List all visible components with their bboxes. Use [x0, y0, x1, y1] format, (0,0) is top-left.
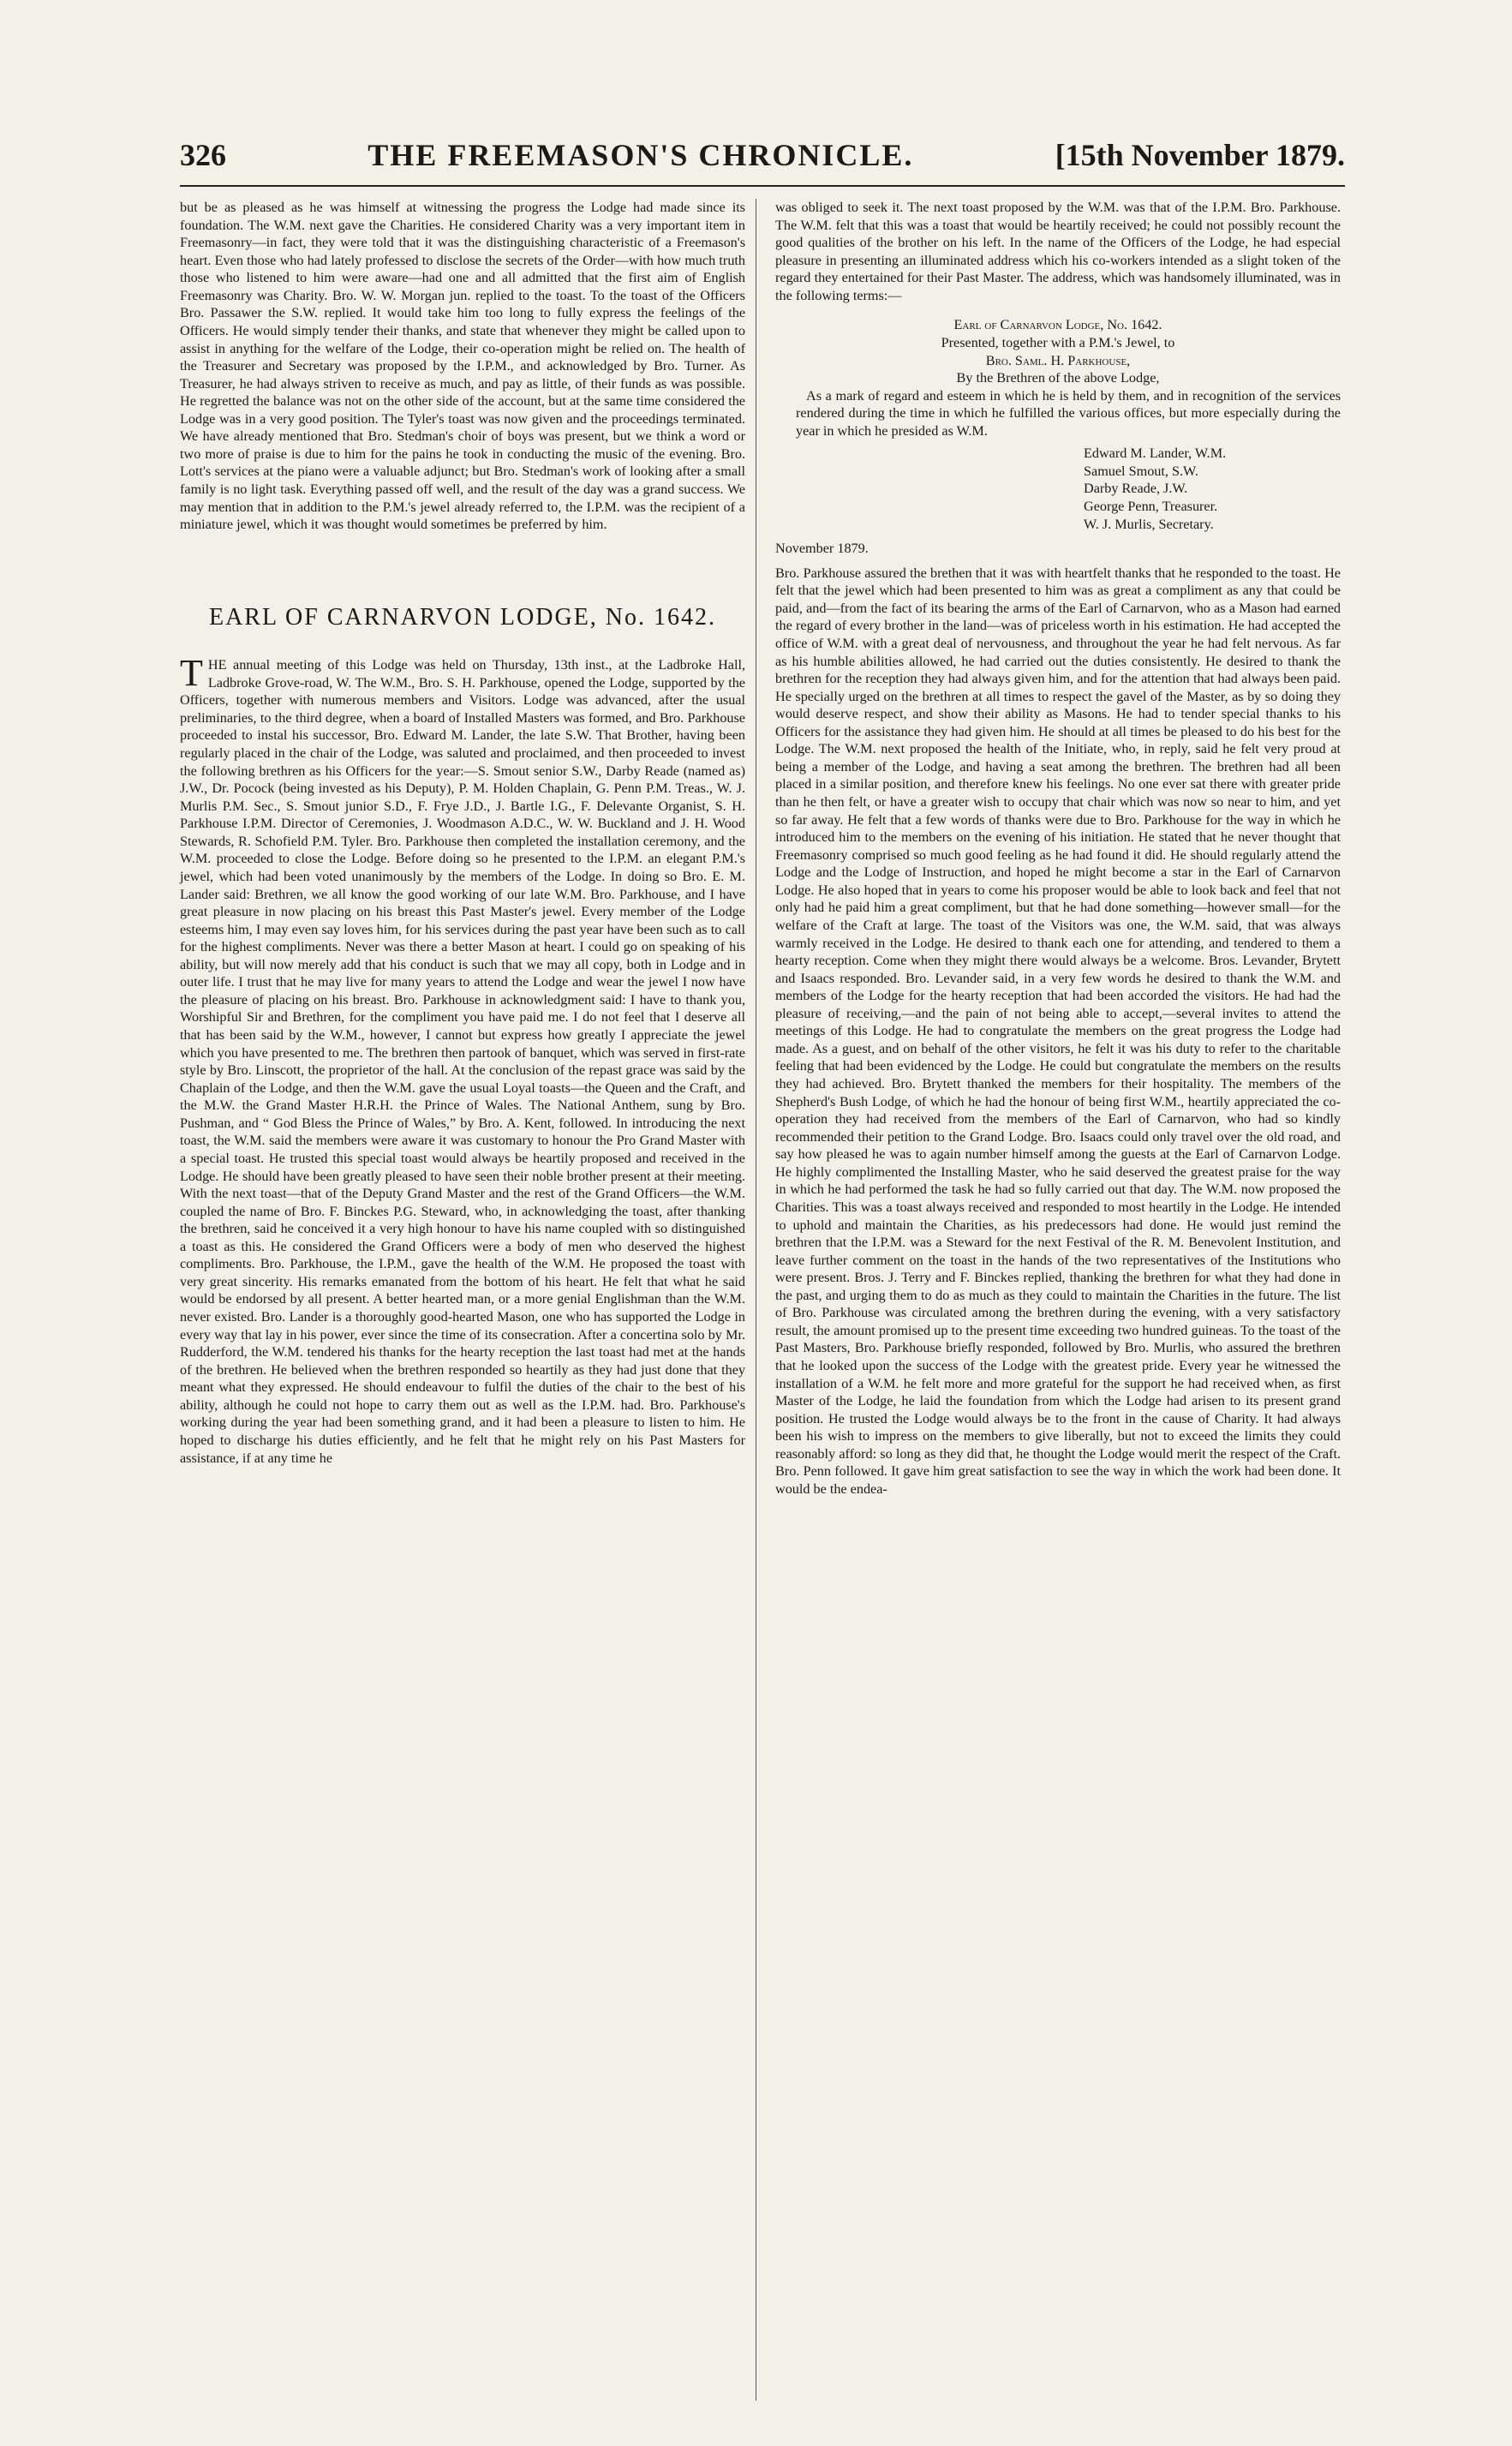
- drop-cap: T: [180, 652, 203, 695]
- signatories: [1084, 445, 1341, 533]
- left-column: [180, 199, 745, 1467]
- article-paragraph: [180, 652, 745, 1467]
- section-heading: EARL OF CARNARVON LODGE, No. 1642.: [208, 603, 717, 631]
- signatory: Edward M. Lander, W.M.: [1084, 446, 1227, 462]
- address-date: November 1879.: [775, 541, 869, 557]
- signatory: Samuel Smout, S.W.: [1084, 463, 1198, 479]
- signatory: George Penn, Treasurer.: [1084, 499, 1218, 514]
- right-column: [775, 199, 1341, 1498]
- page-number: 326: [180, 138, 226, 172]
- address-lodge: Earl of Carnarvon Lodge, No. 1642.: [953, 317, 1162, 333]
- address-recipient: Bro. Saml. H. Parkhouse,: [985, 352, 1131, 368]
- signatory: W. J. Murlis, Secretary.: [1084, 516, 1214, 532]
- address-presented: Presented, together with a P.M.'s Jewel, to: [941, 334, 1175, 350]
- page-header: [180, 137, 1345, 187]
- article-text: HE annual meeting of this Lodge was held on Thursday, 13th inst., at the Ladbroke Hall, Ladbroke Grove-road, W. The W.M., Bro. S. H. Parkhouse, opened the Lodge, supported by the Officers, together with numerous members and Visitors. Lodge was advanced, after the usual preliminaries, to the third degree, when a board of Installed Masters was formed, and Bro. Parkhouse proceeded to instal his successor, Bro. Edward M. Lander, the late S.W. That Brother, having been regularly placed in the chair of the Lodge, was saluted and proclaimed, and then proceeded to invest the following brethren as his Officers for the year:—S. Smout senior S.W., Darby Reade (named as) J.W., Dr. Pocock (being invested as his Deputy), P. M. Holden Chaplain, G. Penn P.M. Treas., W. J. Murlis P.M. Sec., S. Smout junior S.D., F. Frye J.D., J. Bartle I.G., F. Delevante Organist, S. H. Parkhouse I.P.M. Director of Ceremonies, J. Woodmason A.D.C., W. W. Buckland and J. H. Wood Stewards, R. Schofield P.M. Tyler. Bro. Parkhouse then completed the installation ceremony, and the W.M. proceeded to close the Lodge. Before doing so he presented to the I.P.M. an elegant P.M.'s jewel, which had been voted unanimously by the members of the Lodge. In doing so Bro. E. M. Lander said: Brethren, we all know the good working of our late W.M. Bro. Parkhouse, and I have great pleasure in now placing on his breast this Past Master's jewel. Every member of the Lodge esteems him, I may even say loves him, for his services during the past year have been such as to call for the highest compliments. Never was there a better Mason at heart. I could go on speaking of his ability, but will now merely add that his conduct is such that we may all copy, both in Lodge and in outer life. I trust that he may live for many years to attend the Lodge and wear the jewel I now have the pleasure of placing on his breast. Bro. Parkhouse in acknowledgment said: I have to thank you, Worshipful Sir and Brethren, for the compliment you have paid me. I do not feel that I deserve all that has been said by the W.M., however, I cannot but express how greatly I appreciate the jewel which you have presented to me. The brethren then partook of banquet, which was served in first-rate style by Bro. Linscott, the proprietor of the hall. At the conclusion of the repast grace was said by the Chaplain of the Lodge, and then the W.M. gave the usual Loyal toasts—the Queen and the Craft, and the M.W. the Grand Master H.R.H. the Prince of Wales. The National Anthem, sung by Bro. Pushman, and “ God Bless the Prince of Wales,” by Bro. A. Kent, followed. In introducing the next toast, the W.M. said the members were aware it was customary to honour the Pro Grand Master with a special toast. He trusted this special toast would always be heartily proposed and received in the Lodge. He should have been greatly pleased to have seen their noble brother present at their meeting. With the next toast—that of the Deputy Grand Master and the rest of the Grand Officers—the W.M. coupled the name of Bro. F. Binckes P.G. Steward, who, in acknowledging the toast, after thanking the brethren, said he conceived it a very high honour to have his name coupled with so distinguished a toast as this. He considered the Grand Officers were a body of men who deserved the highest compliments. Bro. Parkhouse, the I.P.M., gave the health of the W.M. He proposed the toast with very great sincerity. His remarks emanated from the bottom of his heart. He felt that what he said would be endorsed by all present. A better hearted man, or a more genial Englishman than the W.M. never existed. Bro. Lander is a thoroughly good-hearted Mason, one who has supported the Lodge in every way that lay in his power, ever since the time of its consecration. After a concertina solo by Mr. Rudderford, the W.M. tendered his thanks for the hearty reception the last toast had met at the hands of the brethren. He believed when the brethren responded so heartily as they had just done that they meant what they expressed. He should endeavour to fulfil the duties of the chair to the best of his ability, although he could not hope to carry them out as well as the I.P.M. had. Bro. Parkhouse's working during the year had been something grand, and it had been a pleasure to listen to him. He hoped to discharge his duties efficiently, and he felt that he might rely on his Past Masters for assistance, if at any time he: [180, 657, 745, 1466]
- signatory: Darby Reade, J.W.: [1084, 481, 1188, 497]
- article-paragraph: was obliged to seek it. The next toast proposed by the W.M. was that of the I.P.M. Bro. Parkhouse. The W.M. felt that this was a toast that would be heartily received; he could not possibly recount the good qualities of the brother on his left. In the name of the Officers of the Lodge, he had especial pleasure in presenting an illuminated address which his co-workers intended as a slight token of the regard they entertained for their Past Master. The address, which was handsomely illuminated, was in the following terms:—: [775, 200, 1341, 303]
- address-body: As a mark of regard and esteem in which he is held by them, and in recognition of the services rendered during the time in which he fulfilled the various offices, but more especially during the year in which he presided as W.M.: [796, 387, 1341, 439]
- article-paragraph: but be as pleased as he was himself at witnessing the progress the Lodge had made since its foundation. The W.M. next gave the Charities. He considered Charity was a very important item in Freemasonry—in fact, they were told that it was the distinguishing characteristic of a Freemason's heart. Even those who had lately professed to disclose the secrets of the Order—with how much truth those who listened to him were aware—had one and all admitted that the first aim of English Freemasonry was Charity. Bro. W. W. Morgan jun. replied to the toast. To the toast of the Officers Bro. Passawer the S.W. replied. It would take him too long to fully express the feelings of the Officers. He would simply tender their thanks, and state that whenever they might be called upon to assist in anything for the welfare of the Lodge, their co-operation might be relied on. The health of the Treasurer and Secretary was proposed by the I.P.M., and acknowledged by Bro. Turner. As Treasurer, he had always striven to receive as much, and pay as little, of their funds as was possible. He regretted the balance was not on the other side of the account, but at the same time considered the Lodge was in a very good position. The Tyler's toast was now given and the proceedings terminated. We have already mentioned that Bro. Stedman's choir of boys was present, but we think a word or two more of praise is due to him for the pains he took in conducting the music of the evening. Bro. Lott's services at the piano were a valuable adjunct; but Bro. Stedman's work of looking after a small family is no light task. Everything passed off well, and the result of the day was a grand success. We may mention that in addition to the P.M.'s jewel already referred to, the I.P.M. was the recipient of a miniature jewel, which it was thought would sometimes be preferred by him.: [180, 200, 745, 533]
- address-by: By the Brethren of the above Lodge,: [956, 370, 1160, 386]
- issue-date: [15th November 1879.: [1055, 138, 1345, 172]
- address-header: [775, 316, 1341, 386]
- journal-title: THE FREEMASON'S CHRONICLE.: [368, 138, 914, 172]
- article-paragraph: Bro. Parkhouse assured the brethen that it was with heartfelt thanks that he responded to the toast. He felt that the jewel which had been presented to him was as great a compliment as any that could be paid, and—from the fact of its bearing the arms of the Earl of Carnarvon, who as a Mason had earned the regard of every brother in the land—was of priceless worth in his estimation. He had accepted the office of W.M. with a great deal of nervousness, and throughout the year he had felt nervous. As far as his humble abilities allowed, he had carried out the duties consistently. He desired to thank the brethren for the reception they had always given him, and for the attention that had always been paid. He specially urged on the brethren at all times to respect the gavel of the Master, as by so doing they would deserve respect, and show their ability as Masons. He had to tender special thanks to his Officers for the assistance they had given him. He should at all times be pleased to do his best for the Lodge. The W.M. next proposed the health of the Initiate, who, in reply, said he felt very proud at being a member of the Lodge, and having a seat among the brethren. The brethren had all been placed in a similar position, and therefore knew his feelings. No one ever sat there with greater pride than he then felt, or have a greater wish to occupy that chair which was now so near to him, and yet so far away. He felt that a few words of thanks were due to Bro. Parkhouse for the way in which he introduced him to the members on the evening of his initiation. He stated that he never thought that Freemasonry comprised so much good feeling as he had found it did. He should regularly attend the Lodge and the Lodge of Instruction, and hoped he might become a star in the Earl of Carnarvon Lodge. He also hoped that in years to come his proposer would be able to look back and feel that not only had he paid him a great compliment, but that he had done something—however small—for the welfare of the Craft at large. The toast of the Visitors was one, the W.M. said, that was always warmly received in the Lodge. He desired to thank each one for attending, and tendered to them a hearty reception. Come when they might there would always be a welcome. Bros. Levander, Brytett and Isaacs responded. Bro. Levander said, in a very few words he desired to thank the W.M. and members of the Lodge for the hearty reception that had been accorded the visitors. He had had the pleasure of receiving,—and the pain of not being able to accept,—several invites to attend the meetings of this Lodge. He had to congratulate the members on the great progress the Lodge had made. As a guest, and on behalf of the other visitors, he felt it was his duty to refer to the charitable feeling that had been evidenced by the Lodge. He could but congratulate the members on the results they had achieved. Bro. Brytett thanked the members for their hospitality. The members of the Shepherd's Bush Lodge, of which he had the honour of being first W.M., heartily appreciated the co-operation they had received from the members of the Earl of Carnarvon, who had so kindly recommended their petition to the Grand Lodge. Bro. Isaacs could only travel over the old road, and say how pleased he was to again number himself among the guests at the Earl of Carnarvon Lodge. He highly complimented the Installing Master, who he said deserved the greatest praise for the way in which he had performed the task he had so fully carried out that day. The W.M. now proposed the Charities. This was a toast always received and responded to most heartily in the Lodge. He intended to uphold and maintain the Charities, as his predecessors had done. He would just remind the brethren that the I.P.M. was a Steward for the next Festival of the R. M. Benevolent Institution, and leave further comment on the toast in the hands of the two representatives of the Institutions who were present. Bros. J. Terry and F. Binckes replied, thanking the brethren for what they had done in the past, and urging them to do as much as they could to maintain the Charities in the future. The list of Bro. Parkhouse was circulated among the brethren during the evening, with a very satisfactory result, the amount promised up to the present time exceeding two hundred guineas. To the toast of the Past Masters, Bro. Parkhouse briefly responded, followed by Bro. Murlis, who assured the brethren that he looked upon the success of the Lodge with the greatest pride. Every year he witnessed the installation of a W.M. he felt more and more grateful for the support he had received when, as first Master of the Lodge, he laid the foundation from which the Lodge had arisen to its present grand position. He trusted the Lodge would always be to the front in the cause of Charity. It had always been his wish to impress on the members to give liberally, but not to exceed the limits they could reasonably afford: so long as they did that, he thought the Lodge would merit the respect of the Craft. Bro. Penn followed. It gave him great satisfaction to see the way in which the work had been done. It would be the endea-: [775, 565, 1341, 1497]
